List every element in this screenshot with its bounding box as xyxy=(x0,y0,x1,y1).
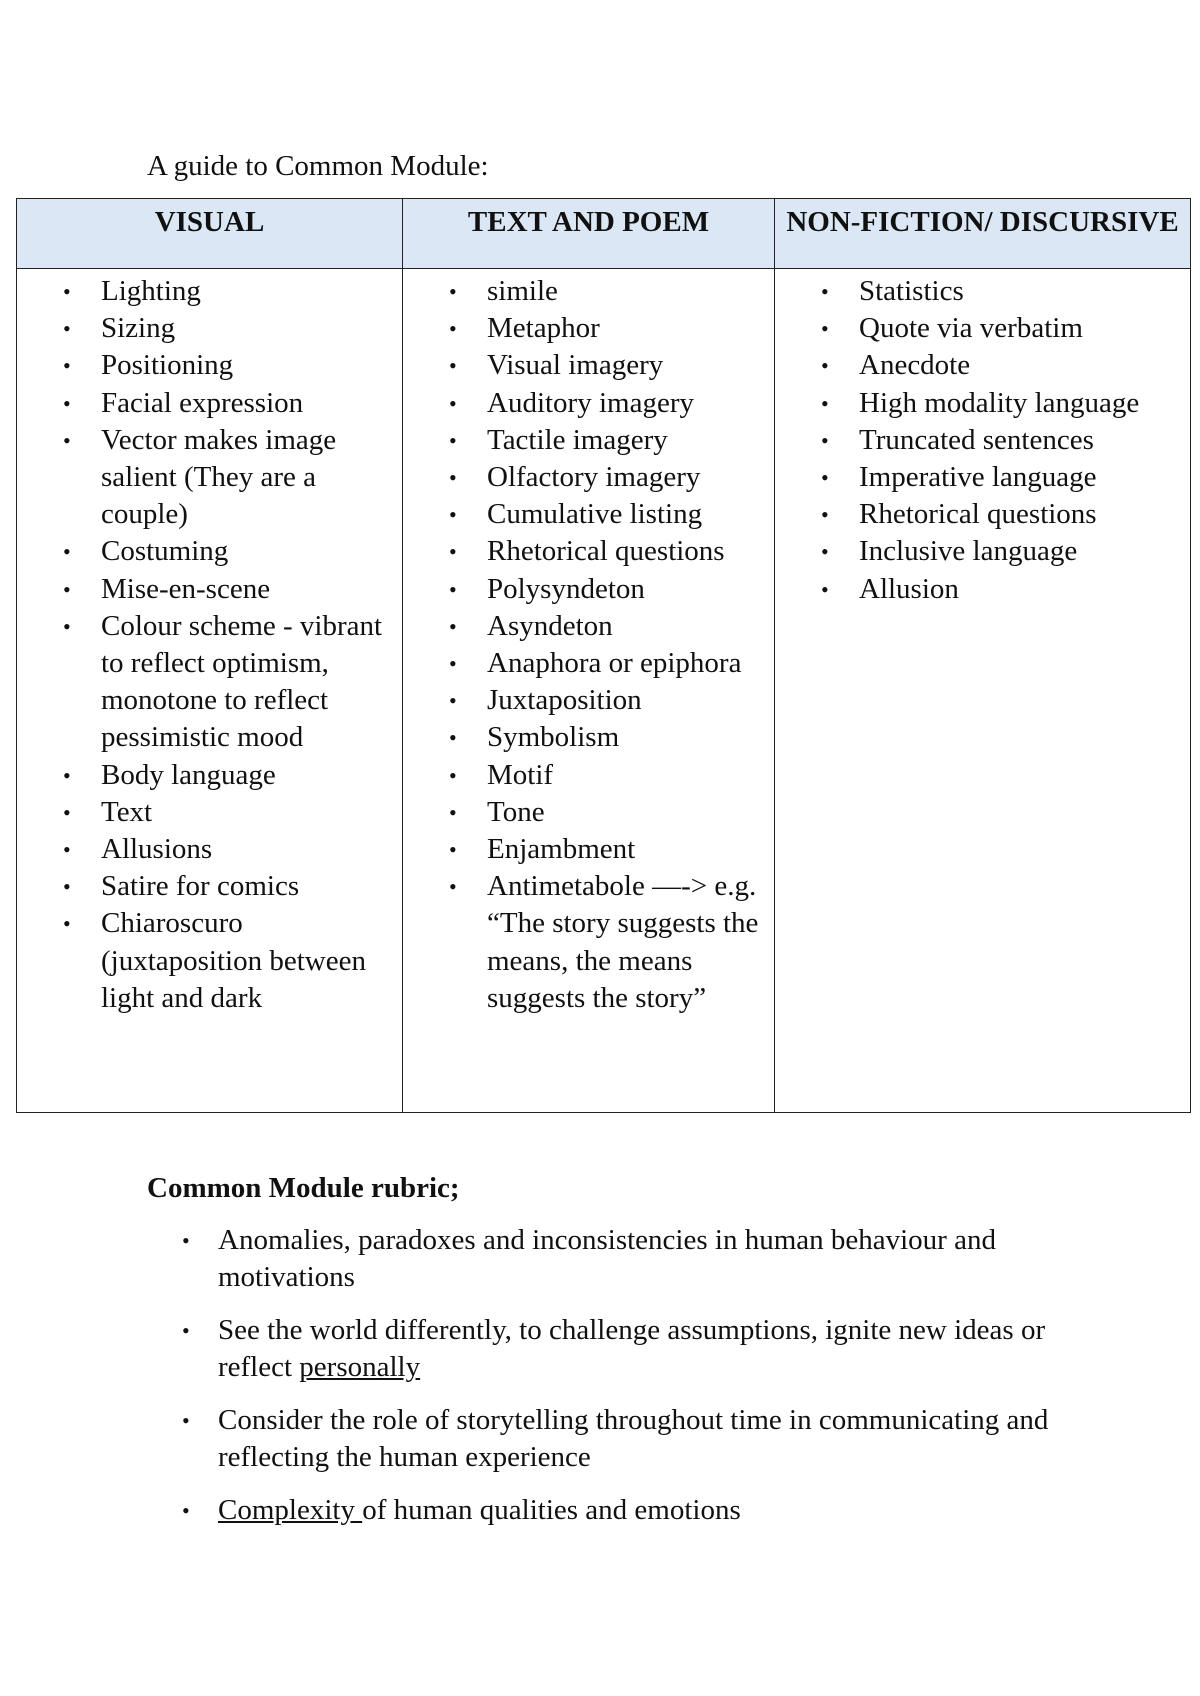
bullet-icon: • xyxy=(821,316,829,342)
list-item-text: Body language xyxy=(101,758,276,791)
rubric-item-pre-text: See the world differently, to challenge assumptions, ignite new ideas or reflect xyxy=(218,1314,1046,1383)
bullet-icon: • xyxy=(821,539,829,565)
header-non-fiction: NON-FICTION/ DISCURSIVE xyxy=(775,199,1191,269)
bullet-icon: • xyxy=(63,316,71,342)
bullet-icon: • xyxy=(449,613,457,639)
list-item-text: Facial expression xyxy=(101,386,304,419)
bullet-icon: • xyxy=(63,539,71,565)
list-item-text: Lighting xyxy=(101,275,201,307)
list-item xyxy=(775,533,1186,570)
rubric-item-pre-text: Consider the role of storytelling throughout time in communicating and reflecting the human experience xyxy=(218,1404,1049,1473)
rubric-list xyxy=(147,1222,1087,1545)
bullet-icon: • xyxy=(821,576,829,602)
table-body-row xyxy=(17,269,1191,1113)
bullet-icon: • xyxy=(449,427,457,453)
non-fiction-techniques-list xyxy=(775,269,1186,608)
list-item xyxy=(17,273,398,310)
bullet-icon: • xyxy=(449,651,457,677)
list-item-text: Vector makes image salient (They are a couple) xyxy=(101,423,337,531)
bullet-icon: • xyxy=(449,576,457,602)
list-item-text: Symbolism xyxy=(487,721,620,754)
rubric-item-underlined-text: personally xyxy=(299,1351,421,1383)
list-item-text: Allusion xyxy=(859,572,959,605)
list-item xyxy=(403,310,770,347)
bullet-icon: • xyxy=(449,539,457,565)
bullet-icon: • xyxy=(63,799,71,825)
bullet-icon: • xyxy=(449,725,457,751)
list-item-text: Allusions xyxy=(101,833,213,866)
bullet-icon: • xyxy=(821,465,829,491)
list-item xyxy=(403,794,770,831)
header-visual: VISUAL xyxy=(17,199,403,269)
list-item xyxy=(17,571,398,608)
visual-column-cell xyxy=(17,269,403,1113)
header-text-and-poem: TEXT AND POEM xyxy=(403,199,775,269)
bullet-icon: • xyxy=(821,353,829,379)
bullet-icon: • xyxy=(63,874,71,900)
list-item xyxy=(17,347,398,384)
list-item-text: Truncated sentences xyxy=(859,423,1094,456)
rubric-item xyxy=(147,1492,1087,1529)
list-item xyxy=(17,310,398,347)
list-item xyxy=(17,385,398,422)
list-item-text: High modality language xyxy=(859,386,1140,419)
list-item-text: Cumulative listing xyxy=(487,498,703,531)
rubric-item xyxy=(147,1402,1087,1476)
list-item xyxy=(403,831,770,868)
text-poem-techniques-list xyxy=(403,269,770,1017)
list-item-text: Positioning xyxy=(101,349,234,382)
bullet-icon: • xyxy=(821,390,829,416)
rubric-item-post-text: of human qualities and emotions xyxy=(362,1494,741,1526)
list-item xyxy=(17,905,398,1017)
list-item-text: Text xyxy=(101,795,153,828)
bullet-icon: • xyxy=(63,911,71,937)
list-item-text: Anecdote xyxy=(859,349,971,382)
list-item-text: Auditory imagery xyxy=(487,386,694,419)
list-item xyxy=(17,608,398,757)
list-item xyxy=(403,385,770,422)
list-item xyxy=(775,422,1186,459)
bullet-icon: • xyxy=(182,1228,190,1253)
bullet-icon: • xyxy=(449,279,457,304)
list-item xyxy=(17,533,398,570)
list-item xyxy=(775,273,1186,310)
list-item-text: simile xyxy=(487,275,558,307)
bullet-icon: • xyxy=(449,799,457,825)
list-item xyxy=(403,719,770,756)
visual-techniques-list xyxy=(17,269,398,1017)
list-item xyxy=(403,571,770,608)
bullet-icon: • xyxy=(449,465,457,491)
bullet-icon: • xyxy=(821,502,829,528)
list-item xyxy=(403,459,770,496)
list-item-text: Costuming xyxy=(101,535,229,568)
page-title: A guide to Common Module: xyxy=(147,150,489,182)
list-item xyxy=(403,757,770,794)
bullet-icon: • xyxy=(449,837,457,863)
list-item xyxy=(403,533,770,570)
rubric-item-pre-text: Anomalies, paradoxes and inconsistencies in human behaviour and motivations xyxy=(218,1224,996,1293)
rubric-item xyxy=(147,1312,1087,1386)
list-item xyxy=(17,757,398,794)
list-item xyxy=(403,422,770,459)
list-item xyxy=(775,310,1186,347)
list-item-text: Anaphora or epiphora xyxy=(487,647,742,680)
list-item-text: Quote via verbatim xyxy=(859,312,1083,345)
bullet-icon: • xyxy=(63,762,71,788)
list-item xyxy=(775,571,1186,608)
techniques-table xyxy=(16,198,1191,1113)
list-item-text: Sizing xyxy=(101,312,176,345)
bullet-icon: • xyxy=(182,1498,190,1523)
list-item xyxy=(17,868,398,905)
list-item xyxy=(403,645,770,682)
list-item xyxy=(403,868,770,1017)
list-item-text: Visual imagery xyxy=(487,349,664,382)
list-item-text: Metaphor xyxy=(487,312,600,345)
bullet-icon: • xyxy=(821,279,829,304)
list-item xyxy=(775,496,1186,533)
list-item-text: Rhetorical questions xyxy=(859,498,1097,531)
list-item xyxy=(403,496,770,533)
list-item-text: Imperative language xyxy=(859,461,1097,494)
list-item-text: Asyndeton xyxy=(487,609,613,642)
list-item xyxy=(775,347,1186,384)
bullet-icon: • xyxy=(449,316,457,342)
bullet-icon: • xyxy=(449,874,457,900)
list-item xyxy=(775,385,1186,422)
bullet-icon: • xyxy=(63,427,71,453)
list-item-text: Satire for comics xyxy=(101,870,300,903)
non-fiction-column-cell xyxy=(775,269,1191,1113)
text-poem-column-cell xyxy=(403,269,775,1113)
list-item xyxy=(17,422,398,534)
bullet-icon: • xyxy=(182,1408,190,1433)
rubric-item-underlined-text: Complexity xyxy=(218,1494,363,1526)
list-item-text: Tone xyxy=(487,795,545,828)
list-item-text: Mise-en-scene xyxy=(101,572,271,605)
list-item xyxy=(403,347,770,384)
bullet-icon: • xyxy=(449,762,457,788)
list-item-text: Colour scheme - vibrant to reflect optimism, monotone to reflect pessimistic mood xyxy=(101,609,383,754)
list-item-text: Motif xyxy=(487,758,554,791)
list-item-text: Polysyndeton xyxy=(487,572,645,605)
bullet-icon: • xyxy=(449,688,457,714)
list-item-text: Rhetorical questions xyxy=(487,535,725,568)
list-item xyxy=(17,794,398,831)
bullet-icon: • xyxy=(63,353,71,379)
bullet-icon: • xyxy=(63,837,71,863)
list-item-text: Chiaroscuro (juxtaposition between light and dark xyxy=(101,907,366,1014)
list-item-text: Olfactory imagery xyxy=(487,461,701,494)
bullet-icon: • xyxy=(63,613,71,639)
bullet-icon: • xyxy=(63,279,71,304)
list-item-text: Enjambment xyxy=(487,833,636,866)
list-item-text: Juxtaposition xyxy=(487,684,642,717)
rubric-item xyxy=(147,1222,1087,1296)
bullet-icon: • xyxy=(63,390,71,416)
bullet-icon: • xyxy=(449,390,457,416)
rubric-heading: Common Module rubric; xyxy=(147,1172,460,1204)
list-item xyxy=(403,608,770,645)
bullet-icon: • xyxy=(821,427,829,453)
list-item-text: Tactile imagery xyxy=(487,423,668,456)
list-item-text: Inclusive language xyxy=(859,535,1078,568)
bullet-icon: • xyxy=(449,502,457,528)
bullet-icon: • xyxy=(182,1318,190,1343)
list-item-text: Statistics xyxy=(859,275,964,307)
table-header-row xyxy=(17,199,1191,269)
list-item xyxy=(17,831,398,868)
list-item xyxy=(403,682,770,719)
list-item-text: Antimetabole —-> e.g. “The story suggests the means, the means suggests the story” xyxy=(487,870,759,1014)
bullet-icon: • xyxy=(449,353,457,379)
bullet-icon: • xyxy=(63,576,71,602)
list-item xyxy=(403,273,770,310)
list-item xyxy=(775,459,1186,496)
